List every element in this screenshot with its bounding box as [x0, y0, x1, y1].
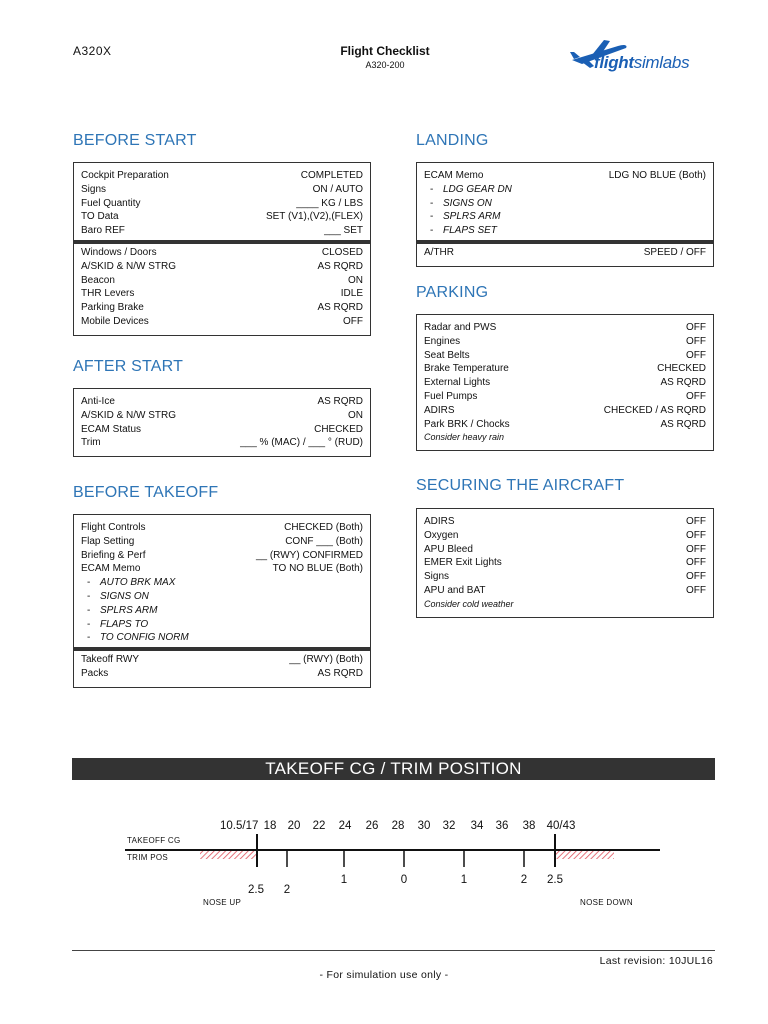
item-value: AS RQRD: [317, 667, 363, 679]
checklist-row: [424, 246, 706, 260]
item-label: Signs: [81, 183, 107, 195]
item-label: APU Bleed: [424, 543, 473, 555]
item-value: SET (V1),(V2),(FLEX): [265, 211, 363, 223]
aircraft-code: A320X: [73, 44, 112, 58]
cg-tick-label: 32: [442, 820, 456, 832]
separator: [74, 647, 370, 651]
checklist-row: [424, 556, 706, 570]
memo-sub-item: - TO CONFIG NORM: [87, 632, 189, 644]
item-label: External Lights: [424, 377, 491, 389]
memo-sub-item-text: SIGNS ON: [443, 197, 492, 209]
item-label: Cockpit Preparation: [81, 170, 169, 181]
checklist-row: [81, 667, 363, 681]
checklist-before-takeoff: [73, 514, 371, 688]
checklist-row: [424, 529, 706, 543]
memo-sub-item-text: TO CONFIG NORM: [100, 632, 189, 644]
item-label: Fuel Pumps: [424, 390, 478, 402]
checklist-row: [81, 395, 363, 409]
item-label: Signs: [424, 571, 450, 583]
checklist-row: [81, 169, 363, 183]
checklist-before-start: [73, 162, 371, 336]
item-label: Brake Temperature: [424, 363, 509, 375]
item-label: Beacon: [81, 274, 115, 286]
checklist-row: [81, 653, 363, 667]
checklist-row: [424, 543, 706, 557]
cg-tick-label: 38: [522, 820, 536, 832]
item-label: Flap Setting: [81, 535, 135, 547]
trim-tick-label: 1: [460, 874, 468, 886]
nose-down-limit-hatch: [556, 851, 614, 859]
flightsimlabs-logo: [570, 38, 720, 78]
checklist-row: [424, 570, 706, 584]
separator: [417, 240, 713, 244]
checklist-securing-aircraft: [416, 508, 714, 618]
checklist-row: [424, 404, 706, 418]
cg-tick-label: 30: [417, 820, 431, 832]
item-label: Oxygen: [424, 529, 459, 541]
section-title-parking: PARKING: [416, 284, 489, 301]
item-value: __ (RWY) (Both): [289, 654, 363, 666]
item-value: CHECKED (Both): [284, 522, 363, 533]
checklist-row: [424, 169, 706, 183]
item-label: Briefing & Perf: [81, 549, 146, 561]
cg-tick-label: 24: [338, 820, 352, 832]
item-value: CONF ___ (Both): [285, 535, 363, 547]
checklist-row: [81, 287, 363, 301]
checklist-row: [81, 423, 363, 437]
item-label: ECAM Memo: [81, 563, 141, 575]
item-value: IDLE: [340, 288, 363, 300]
checklist-row: [424, 390, 706, 404]
nose-up-label: NOSE UP: [203, 898, 242, 907]
section-title-landing: LANDING: [416, 132, 489, 149]
trim-tick-label: 0: [400, 874, 408, 886]
memo-sub-item: - SIGNS ON: [87, 590, 149, 602]
checklist-row: [81, 301, 363, 315]
takeoff-cg-trim-scale: [0, 810, 768, 920]
item-value: OFF: [686, 557, 706, 569]
item-value: ____ KG / LBS: [296, 197, 363, 209]
checklist-row: [424, 376, 706, 390]
checklist-landing: [416, 162, 714, 267]
cg-tick-label: 20: [287, 820, 301, 832]
item-value: SPEED / OFF: [643, 246, 706, 258]
item-label: Baro REF: [81, 225, 125, 237]
trim-tick-label: 2: [520, 874, 528, 886]
cg-tick-label: 40/43: [546, 820, 576, 832]
memo-sub-item: - SPLRS ARM: [87, 604, 158, 616]
checklist-row: [424, 349, 706, 363]
simulation-disclaimer: - For simulation use only -: [319, 969, 449, 981]
memo-sub-item: - SIGNS ON: [430, 197, 492, 209]
checklist-row: [81, 535, 363, 549]
item-label: Seat Belts: [424, 349, 470, 361]
item-label: Windows / Doors: [81, 246, 157, 258]
trim-tick-label: 2.5: [547, 874, 563, 886]
item-label: Flight Controls: [81, 522, 146, 533]
item-value: ___ % (MAC) / ___ ° (RUD): [240, 437, 363, 449]
checklist-row: [424, 515, 706, 529]
item-label: ADIRS: [424, 404, 455, 416]
section-title-after-start: AFTER START: [73, 358, 184, 375]
memo-sub-item-text: AUTO BRK MAX: [100, 577, 176, 589]
item-value: OFF: [686, 390, 706, 402]
item-label: A/THR: [424, 246, 454, 258]
checklist-row: [424, 335, 706, 349]
checklist-parking: [416, 314, 714, 451]
cg-tick-label: 10.5/17: [220, 820, 259, 832]
memo-sub-item: - SPLRS ARM: [430, 211, 501, 223]
checklist-after-start: [73, 388, 371, 457]
item-label: Mobile Devices: [81, 315, 149, 327]
memo-sub-item-text: SIGNS ON: [100, 590, 149, 602]
checklist-row: [81, 246, 363, 260]
section-title-before-takeoff: BEFORE TAKEOFF: [73, 484, 219, 501]
cg-tick-label: 26: [365, 820, 379, 832]
checklist-row: [81, 436, 363, 450]
checklist-note: Consider cold weather: [424, 598, 514, 609]
item-value: ___ SET: [324, 225, 363, 237]
item-value: CHECKED: [314, 423, 363, 435]
item-value: OFF: [686, 571, 706, 583]
item-label: THR Levers: [81, 288, 135, 300]
checklist-row: [424, 418, 706, 432]
checklist-row: [81, 210, 363, 224]
item-value: OFF: [686, 529, 706, 541]
document-header: [300, 44, 470, 70]
trim-tick-label: 2.5: [248, 884, 264, 896]
item-label: Parking Brake: [81, 302, 144, 314]
logo-wordmark: flightsimlabs: [594, 53, 690, 72]
item-value: OFF: [686, 349, 706, 361]
item-value: LDG NO BLUE (Both): [608, 170, 706, 181]
item-label: APU and BAT: [424, 584, 486, 596]
trim-tick-label: 2: [283, 884, 291, 896]
item-label: A/SKID & N/W STRG: [81, 260, 177, 272]
item-label: EMER Exit Lights: [424, 557, 502, 569]
cg-tick-label: 34: [470, 820, 484, 832]
item-value: AS RQRD: [660, 377, 706, 389]
item-value: OFF: [686, 516, 706, 527]
item-value: TO NO BLUE (Both): [272, 563, 363, 575]
item-value: OFF: [686, 322, 706, 333]
memo-sub-item: - FLAPS TO: [87, 618, 149, 630]
footer-divider: [72, 950, 715, 951]
item-value: ON: [348, 274, 363, 286]
checklist-row: [81, 197, 363, 211]
checklist-row: [81, 409, 363, 423]
item-value: OFF: [686, 543, 706, 555]
memo-sub-item-text: FLAPS SET: [443, 225, 497, 237]
cg-tick-label: 18: [263, 820, 277, 832]
checklist-row: [81, 274, 363, 288]
checklist-row: [81, 315, 363, 329]
checklist-row: [81, 224, 363, 238]
item-value: CHECKED: [657, 363, 706, 375]
item-label: Park BRK / Chocks: [424, 418, 510, 430]
item-value: OFF: [686, 584, 706, 596]
memo-sub-item-text: SPLRS ARM: [443, 211, 501, 223]
item-value: __ (RWY) CONFIRMED: [255, 549, 363, 561]
item-value: COMPLETED: [300, 170, 363, 181]
item-label: A/SKID & N/W STRG: [81, 409, 177, 421]
memo-sub-item-text: LDG GEAR DN: [443, 183, 512, 195]
separator: [74, 240, 370, 244]
item-label: Anti-Ice: [81, 396, 115, 407]
nose-up-limit-hatch: [200, 851, 256, 859]
document-subtitle: A320-200: [365, 60, 405, 70]
document-title: Flight Checklist: [340, 44, 430, 58]
item-value: ON: [348, 409, 363, 421]
item-label: Takeoff RWY: [81, 654, 139, 666]
trim-position-banner: TAKEOFF CG / TRIM POSITION: [72, 758, 715, 780]
memo-sub-item: - AUTO BRK MAX: [87, 577, 176, 589]
cg-tick-label: 22: [312, 820, 326, 832]
cg-tick-label: 28: [391, 820, 405, 832]
memo-sub-item: - LDG GEAR DN: [430, 183, 512, 195]
item-value: AS RQRD: [660, 418, 706, 430]
item-label: Packs: [81, 667, 109, 679]
checklist-row: [81, 562, 363, 576]
checklist-row: [81, 183, 363, 197]
checklist-row: [81, 521, 363, 535]
item-label: TO Data: [81, 211, 119, 223]
item-label: ADIRS: [424, 516, 455, 527]
item-label: ECAM Status: [81, 423, 142, 435]
checklist-row: [81, 549, 363, 563]
item-value: AS RQRD: [317, 302, 363, 314]
last-revision: Last revision: 10JUL16: [599, 955, 713, 967]
section-title-securing-aircraft: SECURING THE AIRCRAFT: [416, 477, 625, 494]
memo-sub-item: - FLAPS SET: [430, 225, 497, 237]
checklist-row: [81, 260, 363, 274]
item-label: Fuel Quantity: [81, 197, 141, 209]
memo-sub-item-text: SPLRS ARM: [100, 604, 158, 616]
checklist-row: [424, 584, 706, 598]
item-value: AS RQRD: [317, 396, 363, 407]
nose-down-label: NOSE DOWN: [580, 898, 633, 907]
item-value: CLOSED: [321, 246, 363, 258]
item-label: Trim: [81, 437, 101, 449]
section-title-before-start: BEFORE START: [73, 132, 197, 149]
item-value: CHECKED / AS RQRD: [603, 404, 706, 416]
memo-sub-item-text: FLAPS TO: [100, 618, 149, 630]
trim-tick-label: 1: [340, 874, 348, 886]
item-label: Engines: [424, 335, 461, 347]
checklist-note: Consider heavy rain: [424, 432, 505, 443]
item-value: AS RQRD: [317, 260, 363, 272]
checklist-row: [424, 321, 706, 335]
trim-pos-label: TRIM POS: [127, 853, 169, 862]
item-label: Radar and PWS: [424, 322, 497, 333]
checklist-row: [424, 362, 706, 376]
item-value: OFF: [686, 335, 706, 347]
cg-tick-label: 36: [495, 820, 509, 832]
item-value: OFF: [343, 315, 363, 327]
takeoff-cg-label: TAKEOFF CG: [127, 836, 181, 845]
item-value: ON / AUTO: [312, 183, 363, 195]
item-label: ECAM Memo: [424, 170, 484, 181]
